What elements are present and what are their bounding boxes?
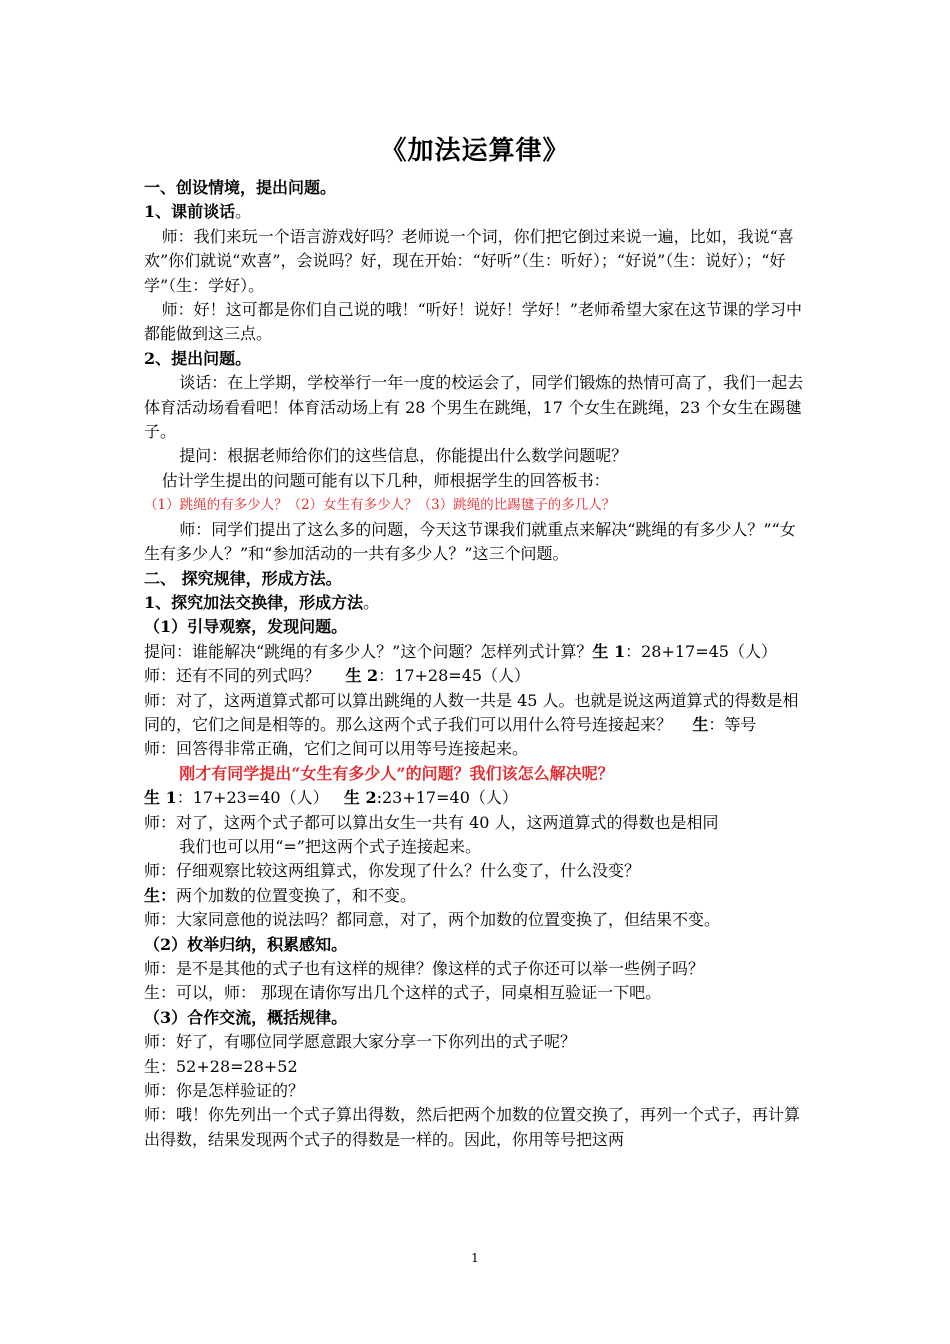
paragraph: 师：仔细观察比较这两组算式，你发现了什么？什么变了，什么没变？ [144,861,641,881]
board-questions: （1）跳绳的有多少人？（2）女生有多少人？（3）跳绳的比踢毽子的多几人？ [144,497,616,514]
subheading-1 [144,200,808,224]
paragraph: 师：我们来玩一个语言游戏好吗？老师说一个词，你们把它倒过来说一遍，比如，我说“喜欢”你们就说“欢喜”，会说吗？好，现在开始：“好听”（生：听好）；“好说”（生：说好）；“好学”（生：学好）。 [144,226,794,295]
student-label: 生 [692,714,709,734]
step-heading-3: （3）合作交流，概括规律。 [144,1007,348,1027]
student-answer: ：28+17=45（人） [625,641,777,661]
paragraph: 师：哦！你先列出一个式子算出得数，然后把两个加数的位置交换了，再列一个式子，再计算出得数，结果发现两个式子的得数是一样的。因此，你用等号把这两 [144,1105,801,1149]
section-heading-1: 一、创设情境，提出问题。 [144,178,337,197]
student-label: 生 2 [343,788,377,808]
teacher-question: 提问：谁能解决“跳绳的有多少人？”这个问题？怎样列式计算？ [144,641,593,661]
document-title: 《加法运算律》 [380,136,570,166]
student-label: 生 2 [345,666,379,686]
paragraph: 师：回答得非常正确，它们之间可以用等号连接起来。 [144,739,529,759]
dialogue-line [144,786,808,810]
page-number: 1 [471,1251,479,1265]
paragraph: 师：对了，这两个式子都可以算出女生一共有 40 人，这两道算式的得数也是相同 [144,812,719,832]
subheading-1-punct: 。 [235,202,252,222]
student-answer: ：17+23=40（人） [176,788,334,808]
paragraph: 师：你是怎样验证的？ [144,1081,305,1101]
paragraph: 师：同学们提出了这么多的问题，今天这节课我们就重点来解决“跳绳的有多少人？”“女生有多少人？”和“参加活动的一共有多少人？”这三个问题。 [144,519,796,564]
paragraph: 估计学生提出的问题可能有以下几种，师根据学生的回答板书： [161,470,610,490]
section-heading-2: 二、 探究规律，形成方法。 [144,568,342,588]
teacher-text: 师：对了，这两道算式都可以算出跳绳的人数一共是 45 人。也就是说这两道算式的得数是相同的，它们之间是相等的。那么这两个式子我们可以用什么符号连接起来？ [144,690,799,734]
subheading-2: 2、提出问题。 [144,348,252,368]
paragraph: 师：是不是其他的式子也有这样的规律？像这样的式子你还可以举一些例子吗？ [144,959,705,978]
subheading-3-text: 1、探究加法交换律，形成方法 [144,592,364,612]
paragraph: 我们也可以用“=”把这两个式子连接起来。 [179,836,481,856]
subheading-1-text: 1、课前谈话 [144,202,236,222]
student-label: 生 1 [144,788,177,808]
dialogue-line [144,884,808,908]
dialogue-line [144,640,808,664]
dialogue-line [144,664,808,688]
student-answer: 两个加数的位置变换了，和不变。 [176,885,417,905]
student-answer: ：等号 [708,714,757,734]
student-label: 生： [144,885,177,905]
paragraph: 生：可以，师： 那现在请你写出几个这样的式子，同桌相互验证一下吧。 [144,983,662,1003]
student-answer: ：17+28=45（人） [378,666,531,686]
paragraph: 师：好！这可都是你们自己说的哦！“听好！说好！学好！”老师希望大家在这节课的学习中都能做到这三点。 [144,300,802,344]
subheading-3-punct: 。 [363,592,380,612]
subheading-3 [144,591,808,615]
paragraph: 师：大家同意他的说法吗？都同意，对了，两个加数的位置变换了，但结果不变。 [144,910,721,930]
step-heading-2: （2）枚举归纳，积累感知。 [144,934,348,954]
teacher-question: 师：还有不同的列式吗？ [144,666,326,686]
paragraph: 提问：根据老师给你们的这些信息，你能提出什么数学问题呢？ [179,446,628,466]
document-body [144,176,808,1152]
paragraph: 师：好了，有哪位同学愿意跟大家分享一下你列出的式子呢？ [144,1032,577,1052]
paragraph: 谈话：在上学期，学校举行一年一度的校运会了，同学们锻炼的热情可高了，我们一起去体育活动场看看吧！体育活动场上有 28 个男生在跳绳，17 个女生在跳绳，23 个女生在踢毽子。 [144,373,804,442]
student-label: 生 1 [592,641,626,661]
paragraph: 生：52+28=28+52 [144,1056,298,1076]
dialogue-line [144,689,808,738]
highlight-question: 刚才有同学提出“女生有多少人”的问题？我们该怎么解决呢？ [179,763,614,783]
student-answer: :23+17=40（人） [376,788,518,808]
step-heading-1: （1）引导观察，发现问题。 [144,617,348,637]
